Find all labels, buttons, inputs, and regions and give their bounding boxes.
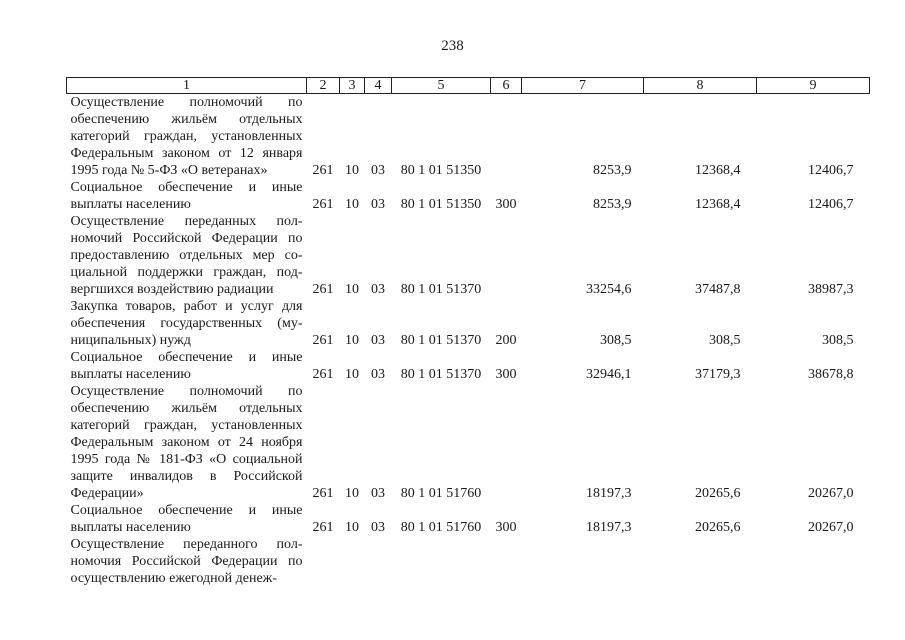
cell-amount-col8: 37487,8 <box>695 282 741 297</box>
cell-section: 10 <box>345 197 359 212</box>
row-description: Социальное обеспечение и иные выплаты населению <box>70 350 303 382</box>
cell-amount-col9: 12406,7 <box>808 197 854 212</box>
cell-section <box>340 536 365 587</box>
budget-table <box>66 77 870 587</box>
cell-section: 10 <box>345 486 359 501</box>
cell-subsection: 03 <box>371 333 385 348</box>
cell-amount-col7: 308,5 <box>600 333 632 348</box>
cell-ministry-code <box>307 536 340 587</box>
cell-amount-col8 <box>644 536 757 587</box>
cell-subsection: 03 <box>371 197 385 212</box>
cell-subsection: 03 <box>371 163 385 178</box>
cell-amount-col8: 37179,3 <box>695 367 741 382</box>
cell-amount-col8: 12368,4 <box>695 197 741 212</box>
cell-ministry-code: 261 <box>312 486 334 501</box>
cell-section: 10 <box>345 163 359 178</box>
row-description: Осуществление полномочий по обеспечению жильём отдельных категорий граждан, установленных Федеральным законом от 12 января 1995 года № 5-ФЗ «О ветеранах» <box>70 95 303 178</box>
cell-expense-type <box>491 383 522 502</box>
cell-ministry-code: 261 <box>312 282 334 297</box>
table-row <box>67 213 870 298</box>
cell-ministry-code: 261 <box>312 367 334 382</box>
header-cell-4: 4 <box>365 78 392 94</box>
cell-ministry-code: 261 <box>312 520 334 535</box>
cell-target-article: 80 1 01 51370 <box>400 367 482 382</box>
cell-subsection <box>365 536 392 587</box>
cell-amount-col7: 8253,9 <box>593 163 632 178</box>
header-cell-9: 9 <box>757 78 870 94</box>
page-number: 238 <box>441 38 464 54</box>
header-cell-5: 5 <box>392 78 491 94</box>
cell-target-article: 80 1 01 51350 <box>400 163 482 178</box>
cell-section: 10 <box>345 367 359 382</box>
cell-amount-col9 <box>757 536 870 587</box>
cell-target-article: 80 1 01 51350 <box>400 197 482 212</box>
cell-expense-type: 300 <box>495 520 517 535</box>
row-description: Осуществление полномочий по обеспечению жильём отдельных категорий граждан, установленных Федеральным законом от 24 ноября 1995 года № 181-ФЗ «О социальной защите инвалидов в Российской Федерации» <box>70 384 303 501</box>
cell-amount-col9: 308,5 <box>822 333 854 348</box>
table-row <box>67 349 870 383</box>
row-description: Закупка товаров, работ и услуг для обеспечения государственных (муниципальных) нужд <box>70 299 303 348</box>
cell-amount-col7: 33254,6 <box>586 282 632 297</box>
cell-ministry-code: 261 <box>312 197 334 212</box>
cell-expense-type: 300 <box>495 197 517 212</box>
cell-amount-col8: 308,5 <box>709 333 741 348</box>
table-row <box>67 502 870 536</box>
cell-expense-type: 300 <box>495 367 517 382</box>
cell-amount-col9: 38987,3 <box>808 282 854 297</box>
cell-expense-type <box>491 536 522 587</box>
cell-expense-type: 200 <box>495 333 517 348</box>
cell-subsection: 03 <box>371 367 385 382</box>
cell-amount-col7 <box>522 536 644 587</box>
cell-ministry-code: 261 <box>312 163 334 178</box>
cell-section: 10 <box>345 282 359 297</box>
cell-amount-col8: 20265,6 <box>695 520 741 535</box>
cell-amount-col7: 8253,9 <box>593 197 632 212</box>
cell-subsection: 03 <box>371 486 385 501</box>
table-body <box>67 94 870 588</box>
cell-target-article: 80 1 01 51370 <box>400 333 482 348</box>
cell-amount-col7: 32946,1 <box>586 367 632 382</box>
header-cell-7: 7 <box>522 78 644 94</box>
cell-target-article: 80 1 01 51760 <box>400 520 482 535</box>
row-description: Осуществление переданных полномочий Российской Федерации по предоставлению отдельных мер социальной поддержки граждан, подвергшихся воздействию радиации <box>70 214 303 297</box>
header-cell-8: 8 <box>644 78 757 94</box>
header-cell-3: 3 <box>340 78 365 94</box>
cell-subsection: 03 <box>371 520 385 535</box>
table-row <box>67 298 870 349</box>
header-cell-1: 1 <box>67 78 307 94</box>
cell-amount-col9: 20267,0 <box>808 520 854 535</box>
header-cell-2: 2 <box>307 78 340 94</box>
cell-subsection: 03 <box>371 282 385 297</box>
cell-expense-type <box>491 213 522 298</box>
table-header <box>67 78 870 94</box>
cell-target-article: 80 1 01 51760 <box>400 486 482 501</box>
header-cell-6: 6 <box>491 78 522 94</box>
table-row <box>67 383 870 502</box>
cell-amount-col9: 12406,7 <box>808 163 854 178</box>
cell-target-article <box>392 536 491 587</box>
cell-ministry-code: 261 <box>312 333 334 348</box>
cell-amount-col9: 38678,8 <box>808 367 854 382</box>
cell-amount-col7: 18197,3 <box>586 486 632 501</box>
cell-amount-col7: 18197,3 <box>586 520 632 535</box>
row-description: Осуществление переданного полномочия Российской Федерации по осуществлению ежегодной денеж- <box>70 537 303 586</box>
cell-amount-col8: 12368,4 <box>695 163 741 178</box>
cell-expense-type <box>491 94 522 180</box>
cell-section: 10 <box>345 520 359 535</box>
cell-amount-col8: 20265,6 <box>695 486 741 501</box>
row-description: Социальное обеспечение и иные выплаты населению <box>70 180 303 212</box>
cell-section: 10 <box>345 333 359 348</box>
table-row <box>67 536 870 587</box>
cell-amount-col9: 20267,0 <box>808 486 854 501</box>
header-row <box>67 78 870 94</box>
cell-target-article: 80 1 01 51370 <box>400 282 482 297</box>
row-description: Социальное обеспечение и иные выплаты населению <box>70 503 303 535</box>
table-row <box>67 94 870 180</box>
table-row <box>67 179 870 213</box>
